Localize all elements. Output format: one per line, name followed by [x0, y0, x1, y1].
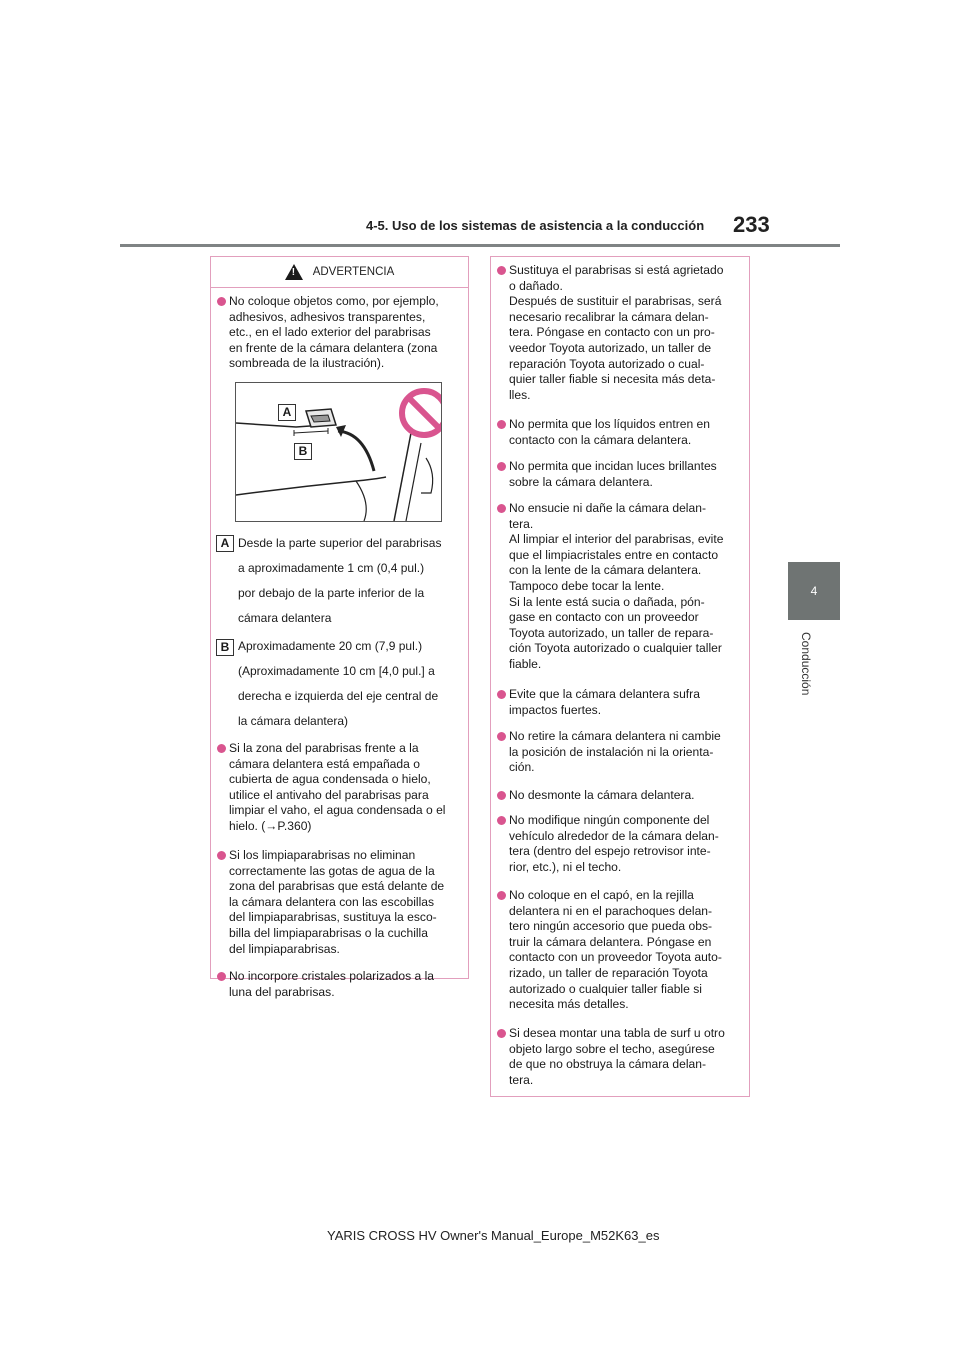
- bullet-dot-icon: [217, 744, 226, 753]
- caption-line: Aproximadamente 20 cm (7,9 pul.): [238, 639, 423, 653]
- bullet-dot-icon: [497, 266, 506, 275]
- bullet-dot-icon: [497, 420, 506, 429]
- bullet-line: necesita más detalles.: [509, 997, 629, 1012]
- bullet-line: quier taller fiable si necesita más deta-: [509, 372, 716, 387]
- bullet-item: [509, 687, 700, 718]
- bullet-line: ción Toyota autorizado o cualquier taller: [509, 641, 722, 656]
- caption-line: a aproximadamente 1 cm (0,4 pul.): [238, 561, 425, 575]
- bullet-line: necesario recalibrar la cámara delan-: [509, 309, 709, 324]
- bullet-line: luna del parabrisas.: [229, 984, 335, 999]
- bullet-line: No incorpore cristales polarizados a la: [229, 969, 435, 983]
- bullet-line: hielo. (→P.360): [229, 818, 312, 833]
- bullet-line: en frente de la cámara delantera (zona: [229, 340, 438, 355]
- bullet-dot-icon: [497, 891, 506, 900]
- bullet-item: [509, 459, 717, 490]
- bullet-line: de que no obstruya la cámara delan-: [509, 1057, 706, 1072]
- bullet-line: fiable.: [509, 656, 542, 671]
- illustration-label-a: A: [278, 404, 296, 421]
- bullet-line: tera (dentro del espejo retrovisor inte-: [509, 844, 711, 859]
- bullet-line: utilice el antivaho del parabrisas para: [229, 787, 429, 802]
- caption-line: (Aproximadamente 10 cm [4,0 pul.] a: [238, 664, 435, 678]
- bullet-item: [229, 741, 446, 835]
- bullet-line: correctamente las gotas de agua de la: [229, 863, 435, 878]
- bullet-dot-icon: [497, 1029, 506, 1038]
- bullet-line: sobre la cámara delantera.: [509, 474, 653, 489]
- bullet-dot-icon: [497, 504, 506, 513]
- bullet-line: No permita que los líquidos entren en: [509, 417, 711, 431]
- bullet-item: [229, 969, 434, 1000]
- bullet-line: cubierta de agua condensada o hielo,: [229, 772, 431, 787]
- bullet-line: gase en contacto con un proveedor: [509, 610, 699, 625]
- bullet-item: [509, 1026, 725, 1088]
- bullet-line: No retire la cámara delantera ni cambie: [509, 729, 721, 743]
- bullet-line: Tampoco debe tocar la lente.: [509, 578, 665, 593]
- bullet-line: No coloque objetos como, por ejemplo,: [229, 294, 439, 308]
- page-number: 233: [733, 212, 770, 237]
- bullet-line: No coloque en el capó, en la rejilla: [509, 888, 694, 902]
- bullet-line: billa del limpiaparabrisas o la cuchilla: [229, 925, 428, 940]
- caption-line: cámara delantera: [238, 611, 332, 625]
- bullet-line: zona del parabrisas que está delante de: [229, 879, 445, 894]
- bullet-item: [509, 501, 723, 673]
- bullet-line: la cámara delantera con las escobillas: [229, 894, 435, 909]
- bullet-dot-icon: [217, 851, 226, 860]
- bullet-line: rior, etc.), ni el techo.: [509, 859, 622, 874]
- bullet-dot-icon: [497, 690, 506, 699]
- caption-line: Desde la parte superior del parabrisas: [238, 536, 442, 550]
- bullet-dot-icon: [217, 972, 226, 981]
- chapter-tab[interactable]: 4: [788, 562, 840, 620]
- bullet-item: [509, 263, 723, 403]
- bullet-line: contacto con un proveedor Toyota auto-: [509, 950, 722, 965]
- warning-header: [211, 257, 468, 288]
- caption-b-badge: B: [216, 639, 234, 656]
- bullet-line: tera. Póngase en contacto con un pro-: [509, 325, 715, 340]
- bullet-line: No modifique ningún componente del: [509, 813, 710, 827]
- bullet-line: Si la lente está sucia o dañada, pón-: [509, 594, 705, 609]
- caption-line: la cámara delantera): [238, 714, 349, 728]
- bullet-item: [509, 417, 710, 448]
- bullet-line: del limpiaparabrisas.: [229, 941, 340, 956]
- warning-title: ADVERTENCIA: [312, 266, 395, 278]
- camera-illustration: [235, 382, 442, 522]
- bullet-line: veedor Toyota autorizado, un taller de: [509, 340, 712, 355]
- bullet-line: Si desea montar una tabla de surf u otro: [509, 1026, 725, 1040]
- bullet-line: Al limpiar el interior del parabrisas, evite: [509, 532, 724, 547]
- bullet-dot-icon: [497, 732, 506, 741]
- caption-line: por debajo de la parte inferior de la: [238, 586, 425, 600]
- warning-triangle-icon: !: [285, 264, 303, 280]
- bullet-item: [229, 848, 444, 957]
- bullet-item: [509, 813, 719, 875]
- bullet-dot-icon: [217, 297, 226, 306]
- page-header-title: 4-5. Uso de los sistemas de asistencia a la conducción: [366, 218, 705, 233]
- bullet-dot-icon: [497, 462, 506, 471]
- bullet-line: etc., en el lado exterior del parabrisas: [229, 325, 431, 340]
- bullet-line: Si la zona del parabrisas frente a la: [229, 741, 419, 755]
- footer-text: YARIS CROSS HV Owner's Manual_Europe_M52K63_es: [327, 1228, 660, 1243]
- bullet-line: objeto largo sobre el techo, asegúrese: [509, 1041, 715, 1056]
- bullet-line: tero ningún accesorio que pueda obs-: [509, 919, 713, 934]
- chapter-tab-label: Conducción: [799, 632, 813, 696]
- bullet-line: o dañado.: [509, 278, 563, 293]
- caption-line: derecha e izquierda del eje central de: [238, 689, 439, 703]
- bullet-dot-icon: [497, 791, 506, 800]
- bullet-line: limpiar el vaho, el agua condensada o el: [229, 803, 446, 818]
- bullet-line: Evite que la cámara delantera sufra: [509, 687, 700, 701]
- bullet-line: sombreada de la ilustración).: [229, 356, 385, 371]
- bullet-line: con la lente de la cámara delantera.: [509, 563, 702, 578]
- bullet-line: lles.: [509, 387, 531, 402]
- bullet-line: del limpiaparabrisas, sustituya la esco-: [229, 910, 437, 925]
- bullet-dot-icon: [497, 816, 506, 825]
- bullet-line: delantera ni en el parachoques delan-: [509, 903, 713, 918]
- bullet-line: truir la cámara delantera. Póngase en: [509, 934, 712, 949]
- bullet-line: tera.: [509, 1072, 534, 1087]
- illustration-label-b: B: [294, 443, 312, 460]
- bullet-item: [509, 729, 721, 776]
- bullet-line: impactos fuertes.: [509, 702, 602, 717]
- bullet-line: Si los limpiaparabrisas no eliminan: [229, 848, 416, 862]
- bullet-line: Después de sustituir el parabrisas, será: [509, 294, 722, 309]
- bullet-line: No desmonte la cámara delantera.: [509, 788, 695, 802]
- bullet-item: [509, 788, 695, 804]
- bullet-line: No permita que incidan luces brillantes: [509, 459, 717, 473]
- bullet-line: rizado, un taller de reparación Toyota: [509, 965, 708, 980]
- windshield-camera-diagram: [236, 383, 441, 521]
- bullet-line: ción.: [509, 760, 535, 775]
- bullet-line: Toyota autorizado, un taller de repara-: [509, 625, 714, 640]
- bullet-line: autorizado o cualquier taller fiable si: [509, 981, 702, 996]
- bullet-item: [229, 294, 439, 372]
- bullet-line: contacto con la cámara delantera.: [509, 432, 692, 447]
- bullet-line: vehículo alrededor de la cámara delan-: [509, 828, 719, 843]
- bullet-item: [509, 888, 722, 1013]
- bullet-line: Sustituya el parabrisas si está agrietado: [509, 263, 724, 277]
- bullet-line: la posición de instalación ni la orienta-: [509, 744, 714, 759]
- bullet-line: tera.: [509, 516, 534, 531]
- bullet-line: reparación Toyota autorizado o cual-: [509, 356, 705, 371]
- bullet-line: adhesivos, adhesivos transparentes,: [229, 309, 426, 324]
- bullet-line: No ensucie ni dañe la cámara delan-: [509, 501, 706, 515]
- bullet-line: cámara delantera está empañada o: [229, 756, 420, 771]
- header-rule: [120, 244, 840, 247]
- caption-a-badge: A: [216, 535, 234, 552]
- bullet-line: que el limpiacristales entre en contacto: [509, 547, 719, 562]
